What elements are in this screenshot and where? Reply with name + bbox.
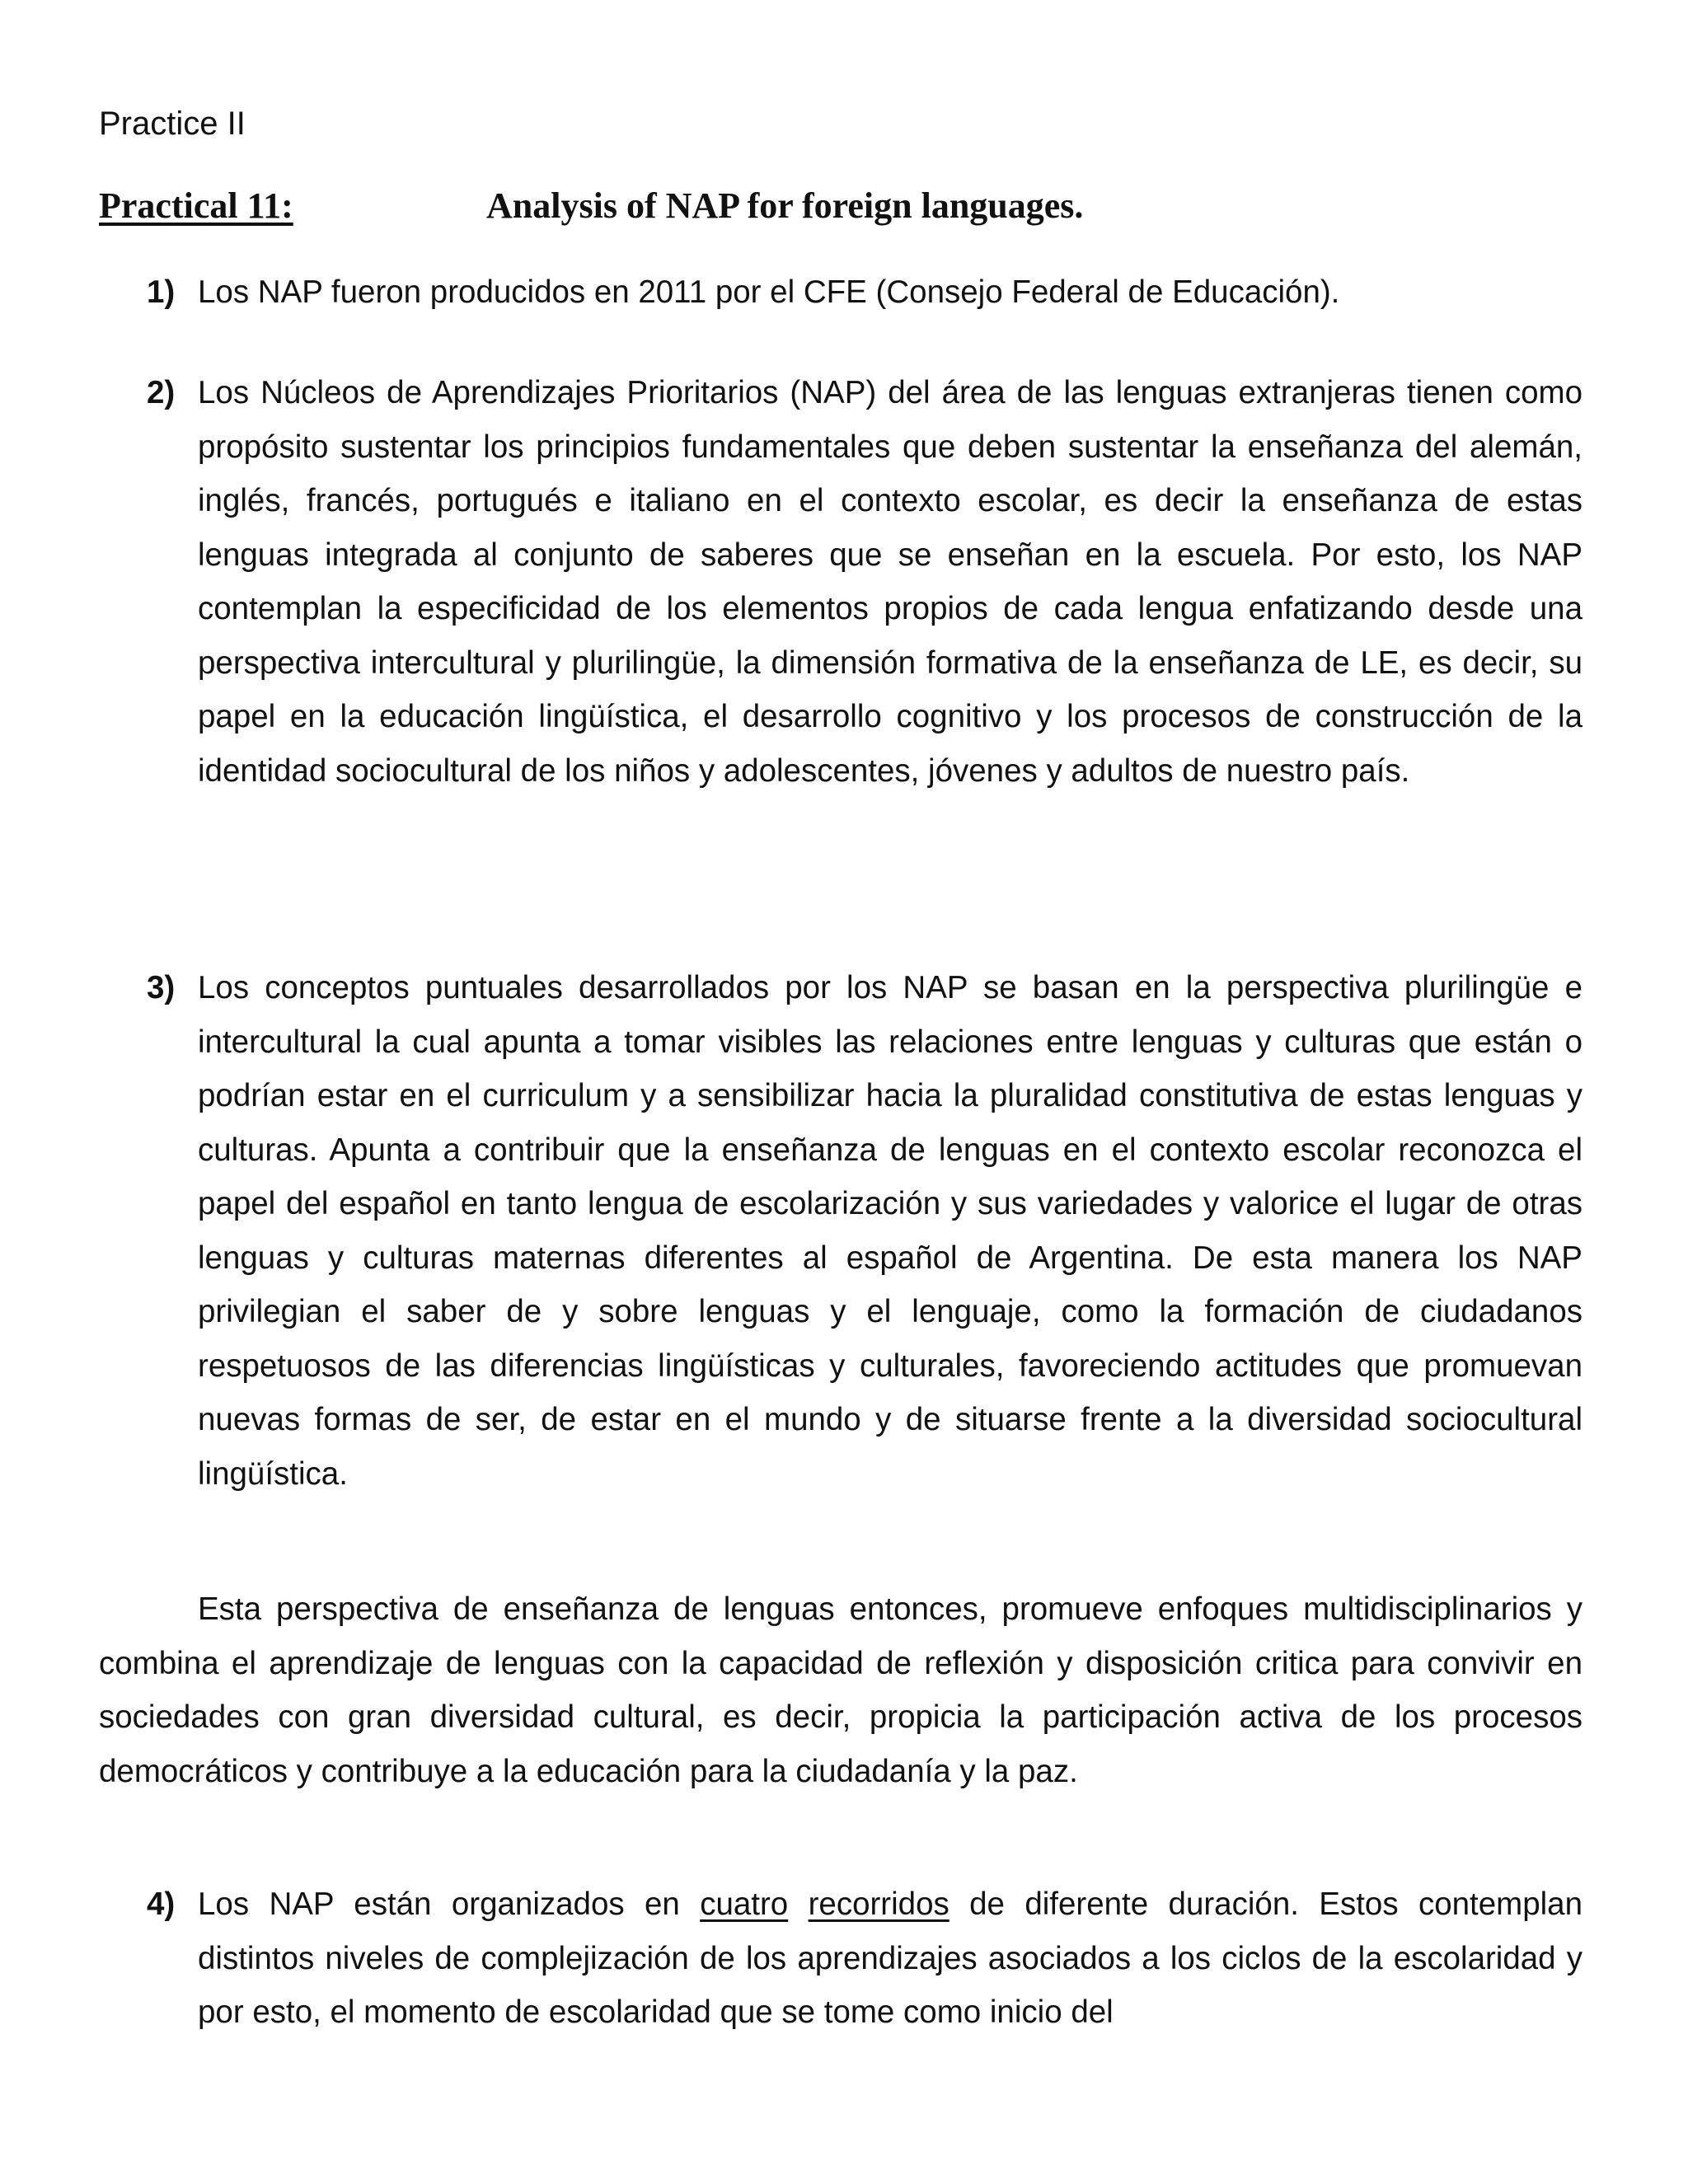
list-item-text (198, 1877, 1582, 2040)
body-paragraph: Esta perspectiva de enseñanza de lenguas entonces, promueve enfoques multidisciplinarios y combina el aprendizaje de lenguas con la capacidad de reflexión y disposición critica para convivir en sociedades con gran diversidad cultural, es decir, propicia la participación activa de los procesos democráticos y contribuye a la educación para la ciudadanía y la paz. (99, 1591, 1582, 1789)
practical-heading: Analysis of NAP for foreign languages. (486, 185, 1084, 226)
underlined-word-recorridos: recorridos (808, 1886, 950, 1922)
practical-title (99, 181, 1582, 231)
list-item-2 (99, 366, 1582, 798)
practical-number: Practical 11: (99, 185, 293, 226)
list-item-text: Los Núcleos de Aprendizajes Prioritarios (NAP) del área de las lenguas extranjeras tienen como propósito sustentar los principios fundamentales que deben sustentar la enseñanza del alemán, inglés, francés, portugués e italiano en el contexto escolar, es decir la enseñanza de estas lenguas integrada al conjunto de saberes que se enseñan en la escuela. Por esto, los NAP contemplan la especificidad de los elementos propios de cada lengua enfatizando desde una perspectiva intercultural y plurilingüe, la dimensión formativa de la enseñanza de LE, es decir, su papel en la educación lingüística, el desarrollo cognitivo y los procesos de construcción de la identidad sociocultural de los niños y adolescentes, jóvenes y adultos de nuestro país. (198, 375, 1582, 789)
list-item-text: Los conceptos puntuales desarrollados por los NAP se basan en la perspectiva plurilingüe e intercultural la cual apunta a tomar visibles las relaciones entre lenguas y culturas que están o podrían estar en el curriculum y a sensibilizar hacia la pluralidad constitutiva de estas lenguas y culturas. Apunta a contribuir que la enseñanza de lenguas en el contexto escolar reconozca el papel del español en tanto lengua de escolarización y sus variedades y valorice el lugar de otras lenguas y culturas maternas diferentes al español de Argentina. De esta manera los NAP privilegian el saber de y sobre lenguas y el lenguaje, como la formación de ciudadanos respetuosos de las diferencias lingüísticas y culturales, favoreciendo actitudes que promuevan nuevas formas de ser, de estar en el mundo y de situarse frente a la diversidad sociocultural lingüística. (198, 970, 1582, 1492)
item4-text-end: de diferente duración. Estos contemplan distintos niveles de complejización de los aprendizajes asociados a los ciclos de la escolaridad y por esto, el momento de escolaridad que se tome como inicio del (198, 1886, 1583, 2030)
list-item-number: 1) (147, 274, 176, 310)
list-item-1 (99, 265, 1582, 320)
item4-space (788, 1886, 808, 1922)
list-item-number: 4) (147, 1886, 176, 1922)
list-item-text: Los NAP fueron producidos en 2011 por el CFE (Consejo Federal de Educación). (198, 274, 1340, 310)
page-header: Practice II (99, 105, 246, 142)
list-item-4 (99, 1877, 1582, 2040)
underlined-word-cuatro: cuatro (700, 1886, 789, 1922)
list-item-number: 3) (147, 970, 176, 1005)
list-item-number: 2) (147, 375, 176, 410)
list-item-3 (99, 961, 1582, 1501)
item4-text-start: Los NAP están organizados en (198, 1886, 701, 1922)
